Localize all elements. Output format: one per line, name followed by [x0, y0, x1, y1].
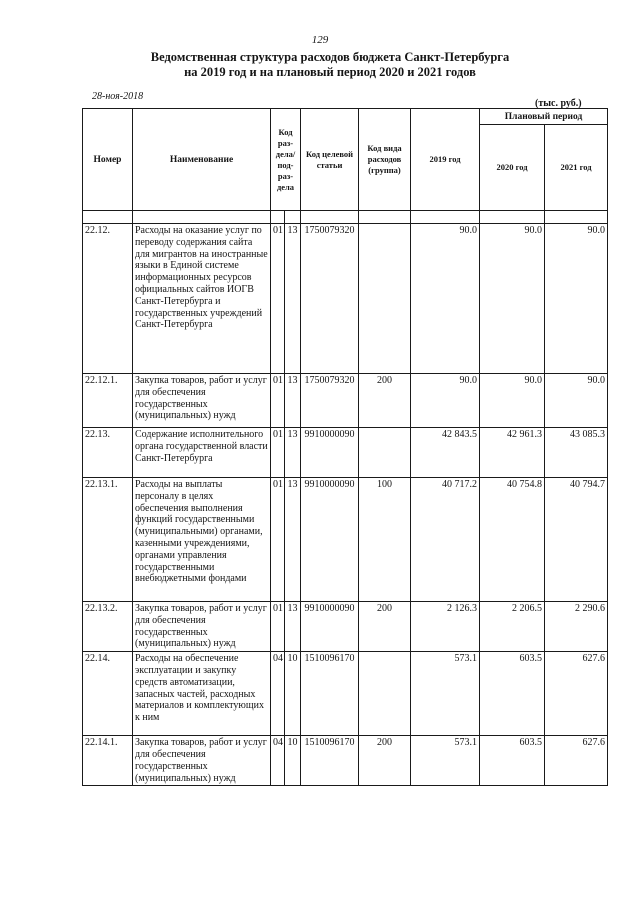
row-number: 22.13.1.	[83, 478, 133, 602]
row-name: Закупка товаров, работ и услуг для обеспечения государственных (муниципальных) нужд	[133, 602, 271, 652]
row-subsection: 13	[285, 602, 301, 652]
row-subsection: 13	[285, 478, 301, 602]
row-2019: 90.0	[411, 374, 480, 428]
row-section: 01	[271, 374, 285, 428]
row-2020: 603.5	[480, 736, 545, 786]
row-target-code: 9910000090	[301, 428, 359, 478]
row-kind-code	[359, 224, 411, 374]
row-name: Содержание исполнительного органа государственной власти Санкт-Петербурга	[133, 428, 271, 478]
row-section: 01	[271, 478, 285, 602]
row-name: Расходы на обеспечение эксплуатации и закупку средств автоматизации, запасных частей, расходных материалов и комплектующих к ним	[133, 652, 271, 736]
header-2020: 2020 год	[480, 125, 545, 211]
table-header-row	[83, 109, 608, 125]
document-date: 28-ноя-2018	[92, 91, 144, 102]
row-section: 01	[271, 224, 285, 374]
header-planned: Плановый период	[480, 109, 608, 125]
row-name: Расходы на оказание услуг по переводу содержания сайта для мигрантов на иностранные языки в Единой системе информационных ресурсов официальных сайтов ИОГВ Санкт-Петербурга и государственных учреждений Санкт-Петербурга	[133, 224, 271, 374]
row-2021: 43 085.3	[545, 428, 608, 478]
table-row	[83, 652, 608, 736]
row-2021: 90.0	[545, 224, 608, 374]
table-row	[83, 736, 608, 786]
table-row	[83, 428, 608, 478]
row-subsection: 13	[285, 428, 301, 478]
header-name: Наименование	[133, 109, 271, 211]
row-kind-code	[359, 652, 411, 736]
row-2020: 90.0	[480, 224, 545, 374]
row-subsection: 13	[285, 374, 301, 428]
document-title	[120, 50, 540, 80]
row-section: 04	[271, 736, 285, 786]
header-kind: Код вида расходов (группа)	[359, 109, 411, 211]
table-row	[83, 602, 608, 652]
row-2019: 573.1	[411, 652, 480, 736]
row-2021: 627.6	[545, 736, 608, 786]
row-kind-code	[359, 428, 411, 478]
title-line-1: Ведомственная структура расходов бюджета Санкт-Петербурга	[150, 50, 510, 64]
row-target-code: 1510096170	[301, 652, 359, 736]
row-section: 04	[271, 652, 285, 736]
row-number: 22.14.1.	[83, 736, 133, 786]
row-2019: 40 717.2	[411, 478, 480, 602]
row-kind-code: 100	[359, 478, 411, 602]
row-2019: 42 843.5	[411, 428, 480, 478]
row-name: Расходы на выплаты персоналу в целях обеспечения выполнения функций государственными (муниципальными) органами, казенными учреждениями, органами управления государственными внебюджетными фондами	[133, 478, 271, 602]
row-number: 22.14.	[83, 652, 133, 736]
row-kind-code: 200	[359, 736, 411, 786]
table-row	[83, 478, 608, 602]
row-2020: 603.5	[480, 652, 545, 736]
row-kind-code: 200	[359, 602, 411, 652]
row-target-code: 9910000090	[301, 478, 359, 602]
header-2021: 2021 год	[545, 125, 608, 211]
row-name: Закупка товаров, работ и услуг для обеспечения государственных (муниципальных) нужд	[133, 374, 271, 428]
spacer-row	[83, 211, 608, 224]
row-target-code: 1510096170	[301, 736, 359, 786]
row-subsection: 10	[285, 652, 301, 736]
row-section: 01	[271, 602, 285, 652]
header-target: Код целевой статьи	[301, 109, 359, 211]
title-line-2: на 2019 год и на плановый период 2020 и 2021 годов	[184, 65, 476, 79]
row-number: 22.13.	[83, 428, 133, 478]
row-target-code: 1750079320	[301, 224, 359, 374]
row-name: Закупка товаров, работ и услуг для обеспечения государственных (муниципальных) нужд	[133, 736, 271, 786]
row-kind-code: 200	[359, 374, 411, 428]
page-number: 129	[311, 34, 329, 46]
row-number: 22.13.2.	[83, 602, 133, 652]
row-2020: 90.0	[480, 374, 545, 428]
row-2020: 42 961.3	[480, 428, 545, 478]
units-label: (тыс. руб.)	[535, 98, 582, 109]
header-number: Номер	[83, 109, 133, 211]
row-2020: 40 754.8	[480, 478, 545, 602]
row-number: 22.12.1.	[83, 374, 133, 428]
row-2019: 2 126.3	[411, 602, 480, 652]
row-2021: 627.6	[545, 652, 608, 736]
row-subsection: 13	[285, 224, 301, 374]
row-subsection: 10	[285, 736, 301, 786]
budget-table	[82, 108, 608, 786]
row-2021: 2 290.6	[545, 602, 608, 652]
row-2021: 90.0	[545, 374, 608, 428]
row-section: 01	[271, 428, 285, 478]
row-number: 22.12.	[83, 224, 133, 374]
row-2019: 90.0	[411, 224, 480, 374]
row-target-code: 1750079320	[301, 374, 359, 428]
header-section: Код раз- дела/ под- раз- дела	[271, 109, 301, 211]
row-target-code: 9910000090	[301, 602, 359, 652]
header-2019: 2019 год	[411, 109, 480, 211]
table-row	[83, 224, 608, 374]
table-row	[83, 374, 608, 428]
table-body	[83, 211, 608, 786]
row-2019: 573.1	[411, 736, 480, 786]
row-2021: 40 794.7	[545, 478, 608, 602]
row-2020: 2 206.5	[480, 602, 545, 652]
